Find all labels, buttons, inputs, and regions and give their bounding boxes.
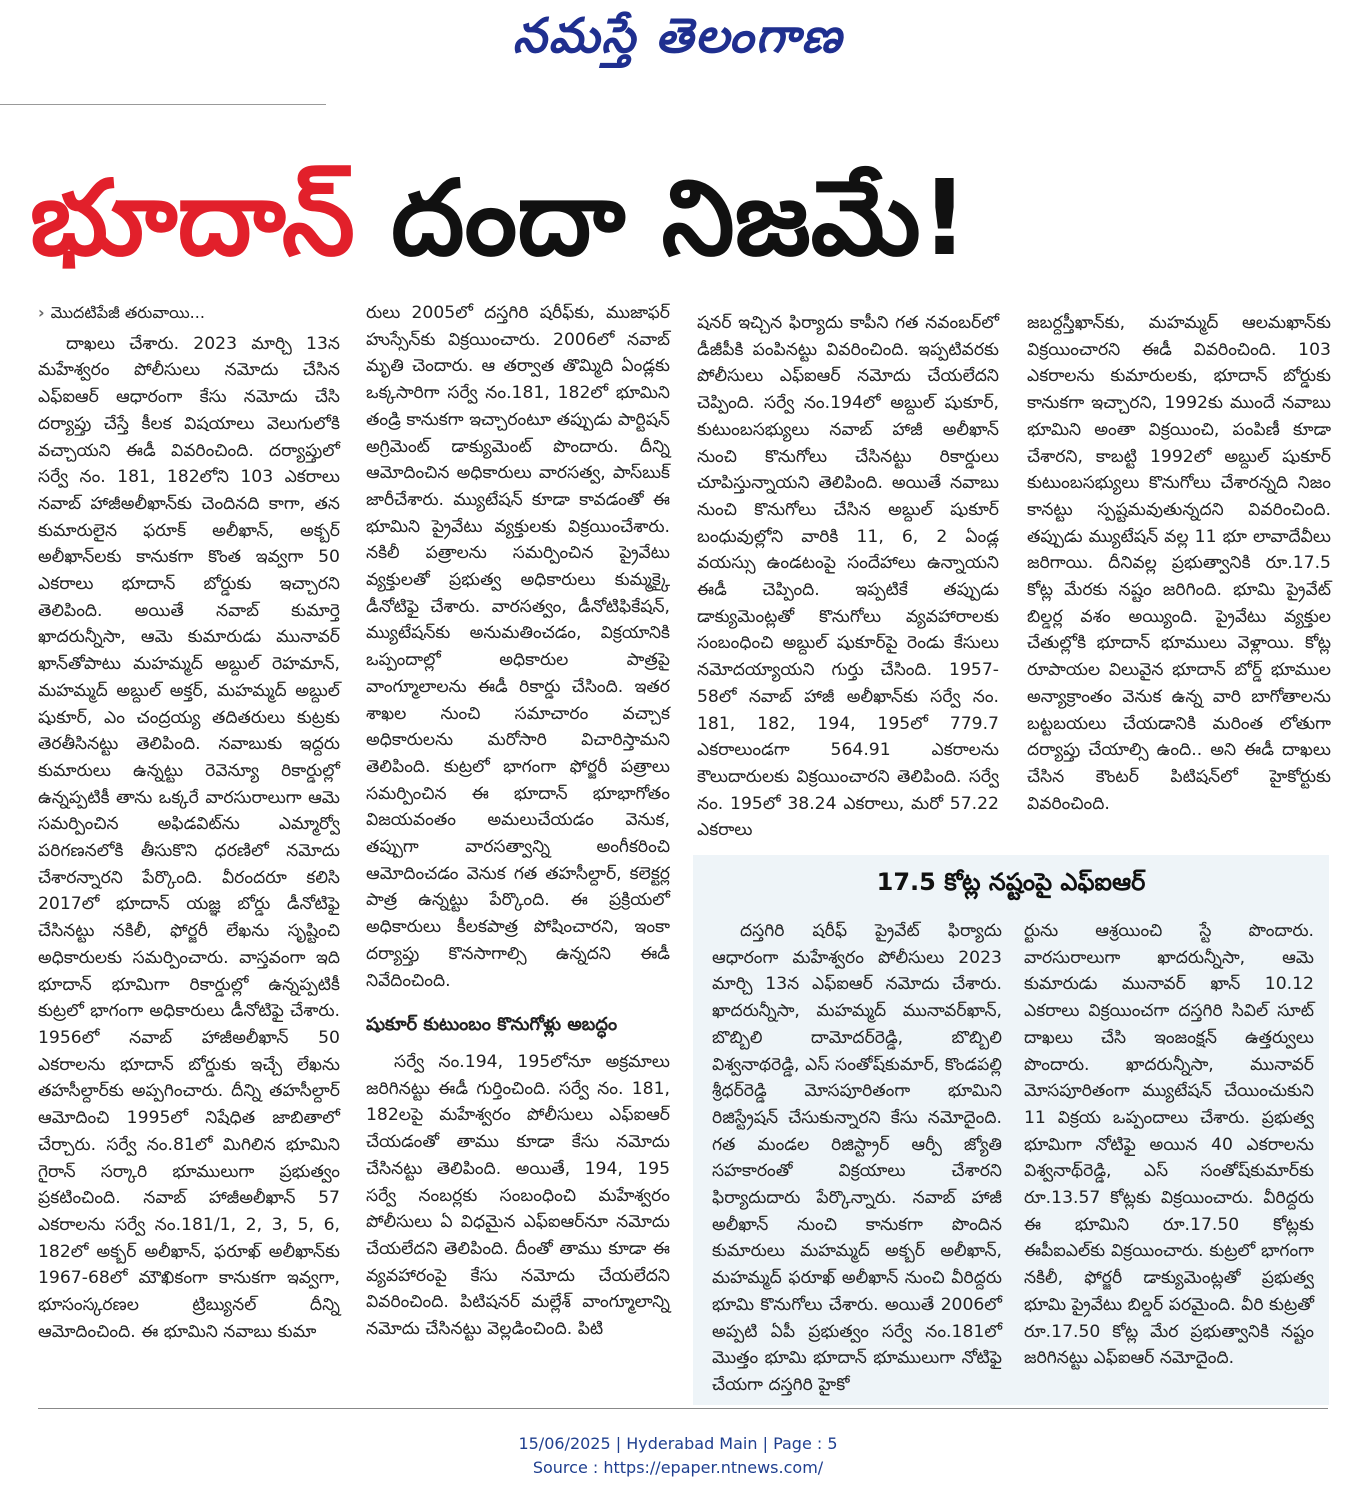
headline-red-part: భూదాన్ — [30, 157, 355, 279]
bottom-rule — [38, 1408, 1328, 1409]
footer-date-edition: 15/06/2025 | Hyderabad Main | Page : 5 — [518, 1434, 838, 1453]
masthead — [0, 0, 1356, 90]
box-column-1-text: దస్తగిరి షరీఫ్ ప్రైవేట్ ఫిర్యాదు ఆధారంగా మహేశ్వరం పోలీసులు 2023 మార్చి 13న ఎఫ్‌ఐఆర్ నమోదు చేశారు. ఖాదరున్నీసా, మహమ్మద్ మునావర్‌ఖాన్, బొబ్బిలి దామోదర్‌రెడ్డి, బొబ్బిలి విశ్వనాథరెడ్డి, ఎస్ సంతోష్‌కుమార్, కొండపల్లి శ్రీధర్‌రెడ్డి మోసపూరితంగా భూమిని రిజిస్ట్రేషన్ చేసుకున్నారని కేసు నమోదైంది. గత మండల రిజిస్ట్రార్ ఆర్పీ జ్యోతి సహకారంతో విక్రయాలు చేశారని ఫిర్యాదుదారు పేర్కొన్నారు. నవాబ్ హాజీ అలీఖాన్ నుంచి కానుకగా పొందిన కుమారులు మహమ్మద్ అక్బర్ అలీఖాన్, మహమ్మద్ ఫరూఖ్ అలీఖాన్ నుంచి వీరిద్దరు భూమి కొనుగోలు చేశారు. అయితే 2006లో అప్పటి ఏపీ ప్రభుత్వం సర్వే నం.181లో మొత్తం భూమి భూదాన్ భూములుగా నోటిఫై చేయగా దస్తగిరి హైకో — [712, 921, 1002, 1395]
continuation-label — [38, 300, 340, 327]
column-4-text: జబర్దస్తీఖాన్‌కు, మహమ్మద్ ఆలమఖాన్‌కు విక్రయించారని ఈడీ వివరించింది. 103 ఎకరాలను కుమారులకు, భూదాన్ బోర్డుకు కానుకగా ఇచ్చారని, 1992కు ముందే నవాబు భూమిని అంతా విక్రయించి, పంపిణీ కూడా చేశారని, కాబట్టి 1992లో అబ్దుల్ షుకూర్ కుటుంబసభ్యులు కొనుగోలు చేశారన్నది నిజం కానట్టు స్పష్టమవుతున్నదని వివరించింది. తప్పుడు మ్యుటేషన్ వల్ల 11 భూ లావాదేవీలు జరిగాయి. దీనివల్ల ప్రభుత్వానికి రూ.17.5 కోట్ల మేరకు నష్టం జరిగింది. భూమి ప్రైవేట్ బిల్డర్ల వశం అయ్యింది. ప్రైవేటు వ్యక్తుల చేతుల్లోకి భూదాన్ భూములు వెళ్లాయి. కోట్ల రూపాయల విలువైన భూదాన్ బోర్డ్ భూముల అన్యాక్రాంతం వెనుక ఉన్న వారి బాగోతాలను బట్టబయలు చేయడానికి మరింత లోతుగా దర్యాప్తు చేయాల్సి ఉంది.. అని ఈడీ దాఖలు చేసిన కౌంటర్ పిటిషన్‌లో హైకోర్టుకు వివరించింది. — [1027, 313, 1331, 814]
box-column-2-text: ర్టును ఆశ్రయించి స్టే పొందారు. వారసురాలుగా ఖాదరున్నీసా, ఆమె కుమారుడు మునావర్ ఖాన్ 10.12 ఎకరాలు విక్రయించగా దస్తగిరి సివిల్ సూట్ దాఖలు చేసి ఇంజంక్షన్ ఉత్తర్వులు పొందారు. ఖాదరున్నీసా, మునావర్ మోసపూరితంగా మ్యుటేషన్ చేయించుకుని 11 విక్రయ ఒప్పందాలు చేశారు. ప్రభుత్వ భూమిగా నోటిఫై అయిన 40 ఎకరాలను విశ్వనాథ్‌రెడ్డి, ఎస్ సంతోష్‌కుమార్‌కు రూ.13.57 కోట్లకు విక్రయించారు. వీరిద్దరు ఈ భూమిని రూ.17.50 కోట్లకు ఈపీఐఎల్‌కు విక్రయించారు. కుట్రలో భాగంగా నకిలీ, ఫోర్జరీ డాక్యుమెంట్లతో ప్రభుత్వ భూమి ప్రైవేటు బిల్డర్ పరమైంది. వీరి కుట్రతో రూ.17.50 కోట్ల మేర ప్రభుత్వానికి నష్టం జరిగినట్టు ఎఫ్‌ఐఆర్ నమోదైంది. — [1024, 921, 1314, 1369]
article-column-1 — [38, 300, 340, 1345]
chevron-right-icon: › — [38, 303, 45, 322]
article-column-4 — [1027, 310, 1331, 817]
column-2-subhead: షుకూర్ కుటుంబం కొనుగోళ్లు అబద్ధం — [366, 1014, 618, 1036]
continuation-text: మొదటిపేజీ తరువాయి... — [50, 303, 205, 322]
article-column-2 — [366, 300, 670, 1343]
box-title: 17.5 కోట్ల నష్టంపై ఎఫ్‌ఐఆర్ — [876, 868, 1146, 896]
footer-source: Source : https://epaper.ntnews.com/ — [532, 1458, 824, 1477]
column-3-text: షనర్ ఇచ్చిన ఫిర్యాదు కాపీని గత నవంబర్‌లో డీజీపీకి పంపినట్టు వివరించింది. ఇప్పటివరకు పోలీసులు ఎఫ్‌ఐఆర్ నమోదు చేయలేదని చెప్పింది. సర్వే నం.194లో అబ్దుల్ షుకూర్, కుటుంబసభ్యులు నవాబ్ హాజీ అలీఖాన్ నుంచి కొనుగోలు చేసినట్టు రికార్డులు చూపిస్తున్నాయని తెలిపింది. అయితే నవాబు నుంచి కొనుగోలు చేసిన అబ్దుల్ షుకూర్ బంధువుల్లోని వారికి 11, 6, 2 ఏండ్ల వయస్సు ఉండటంపై సందేహాలు ఉన్నాయని ఈడీ చెప్పింది. ఇప్పటికే తప్పుడు డాక్యుమెంట్లతో కొనుగోలు వ్యవహారాలకు సంబంధించి అబ్దుల్ షుకూర్‌పై రెండు కేసులు నమోదయ్యాయని గుర్తు చేసింది. 1957-58లో నవాబ్ హాజీ అలీఖాన్‌కు సర్వే నం. 181, 182, 194, 195లో 779.7 ఎకరాలుండగా 564.91 ఎకరాలను కౌలుదారులకు విక్రయించారని తెలిపింది. సర్వే నం. 195లో 38.24 ఎకరాలు, మరో 57.22 ఎకరాలు — [697, 313, 999, 841]
headline — [30, 148, 1330, 288]
newspaper-logo: నమస్తే తెలంగాణ — [512, 8, 844, 64]
top-rule — [0, 104, 326, 105]
column-2b-text: సర్వే నం.194, 195లోనూ అక్రమాలు జరిగినట్టు ఈడీ గుర్తించింది. సర్వే నం. 181, 182లపై మహేశ్వరం పోలీసులు ఎఫ్‌ఐఆర్ చేయడంతో తాము కూడా కేసు నమోదు చేసినట్టు తెలిపింది. అయితే, 194, 195 సర్వే నంబర్లకు సంబంధించి మహేశ్వరం పోలీసులు ఏ విధమైన ఎఫ్‌ఐఆర్‌నూ నమోదు చేయలేదని తెలిపింది. దీంతో తాము కూడా ఈ వ్యవహారంపై కేసు నమోదు చేయలేదని వివరించింది. పిటిషనర్ మల్లేశ్ వాంగ్మూలాన్ని నమోదు చేసినట్టు వెల్లడించింది. పిటి — [366, 1051, 670, 1340]
footer — [0, 1432, 1356, 1480]
article-column-3 — [697, 310, 999, 844]
headline-black-part: దందా నిజమే! — [391, 157, 969, 279]
column-2-text: రులు 2005లో దస్తగిరి షరీఫ్‌కు, ముజాఫర్ హుస్సేన్‌కు విక్రయించారు. 2006లో నవాబ్ మృతి చెందారు. ఆ తర్వాత తొమ్మిది ఏండ్లకు ఒక్కసారిగా సర్వే నం.181, 182లో భూమిని తండ్రి కానుకగా ఇచ్చారంటూ తప్పుడు పార్టిషన్ అగ్రిమెంట్ డాక్యుమెంట్ పొందారు. దీన్ని ఆమోదించిన అధికారులు వారసత్వ, పాస్‌బుక్ జారీచేశారు. మ్యుటేషన్ కూడా కావడంతో ఈ భూమిని ప్రైవేటు వ్యక్తులకు విక్రయించేశారు. నకిలీ పత్రాలను సమర్పించిన ప్రైవేటు వ్యక్తులతో ప్రభుత్వ అధికారులు కుమ్మక్కై డీనోటిఫై చేశారు. వారసత్వం, డీనోటిఫికేషన్, మ్యుటేషన్‌కు అనుమతించడం, విక్రయానికి ఒప్పందాల్లో అధికారుల పాత్రపై వాంగ్మూలాలను ఈడీ రికార్డు చేసింది. ఇతర శాఖల నుంచి సమాచారం వచ్చాక అధికారులను మరోసారి విచారిస్తామని తెలిపింది. కుట్రలో భాగంగా ఫోర్జరీ పత్రాలు సమర్పించిన ఈ భూదాన్ భూభాగోతం విజయవంతం అమలుచేయడం వెనుక, తప్పుగా వారసత్వాన్ని అంగీకరించి ఆమోదించడం వెనుక గత తహసీల్దార్, కలెక్టర్ల పాత్ర ఉన్నట్టు పేర్కొంది. ఈ ప్రక్రియలో అధికారులు కీలకపాత్ర పోషించారని, ఇంకా దర్యాప్తు కొనసాగాల్సి ఉన్నదని ఈడీ నివేదించింది. — [366, 303, 670, 991]
box-column-2 — [1024, 918, 1314, 1372]
column-1-text: దాఖలు చేశారు. 2023 మార్చి 13న మహేశ్వరం పోలీసులు నమోదు చేసిన ఎఫ్‌ఐఆర్ ఆధారంగా కేసు నమోదు చేసి దర్యాప్తు చేస్తే కీలక విషయాలు వెలుగులోకి వచ్చాయని ఈడీ వివరించింది. దర్యాప్తులో సర్వే నం. 181, 182లోని 103 ఎకరాలు నవాబ్ హాజీఅలీఖాన్‌కు చెందినది కాగా, తన కుమారులైన ఫరూక్ అలీఖాన్, అక్బర్ అలీఖాన్‌లకు కానుకగా కొంత ఇవ్వగా 50 ఎకరాలు భూదాన్ బోర్డుకు ఇచ్చారని తెలిపింది. అయితే నవాబ్ కుమార్తె ఖాదరున్నీసా, ఆమె కుమారుడు మునావర్ ఖాన్‌తోపాటు మహమ్మద్ అబ్దుల్ రెహమాన్, మహమ్మద్ అబ్దుల్ అక్తర్, మహమ్మద్ అబ్దుల్ షుకూర్, ఎం చంద్రయ్య తదితరులు కుట్రకు తెరతీసినట్టు తెలిపింది. నవాబుకు ఇద్దరు కుమారులు ఉన్నట్టు రెవెన్యూ రికార్డుల్లో ఉన్నప్పటికీ తాను ఒక్కరే వారసురాలుగా ఆమె సమర్పించిన అఫిడవిట్‌ను ఎమ్మార్వో పరిగణనలోకి తీసుకొని ధరణిలో నమోదు చేశారన్నారని పేర్కొంది. వీరందరూ కలిసి 2017లో భూదాన్ యజ్ఞ బోర్డు డీనోటిఫై చేసినట్టు నకిలీ, ఫోర్జరీ లేఖను సృష్టించి అధికారులకు సమర్పించారు. వాస్తవంగా ఇది భూదాన్ భూమిగా రికార్డుల్లో ఉన్నప్పటికీ కుట్రలో భాగంగా అధికారులు డీనోటిఫై చేశారు. 1956లో నవాబ్ హాజీఅలీఖాన్ 50 ఎకరాలను భూదాన్ బోర్డుకు ఇచ్చే లేఖను తహసీల్దార్‌కు అప్పగించారు. దీన్ని తహసీల్దార్ ఆమోదించి 1995లో నిషేధిత జాబితాలో చేర్చారు. సర్వే నం.81లో మిగిలిన భూమిని గైరాన్ సర్కారి భూములుగా ప్రభుత్వం ప్రకటించింది. నవాబ్ హాజీఅలీఖాన్ 57 ఎకరాలను సర్వే నం.181/1, 2, 3, 5, 6, 182లో అక్బర్ అలీఖాన్, ఫరూఖ్ అలీఖాన్‌కు 1967-68లో మౌఖికంగా కానుకగా ఇవ్వగా, భూసంస్కరణల ట్రిబ్యునల్ దీన్ని ఆమోదించింది. ఈ భూమిని నవాబు కుమా — [38, 333, 340, 1342]
box-column-1 — [712, 918, 1002, 1399]
